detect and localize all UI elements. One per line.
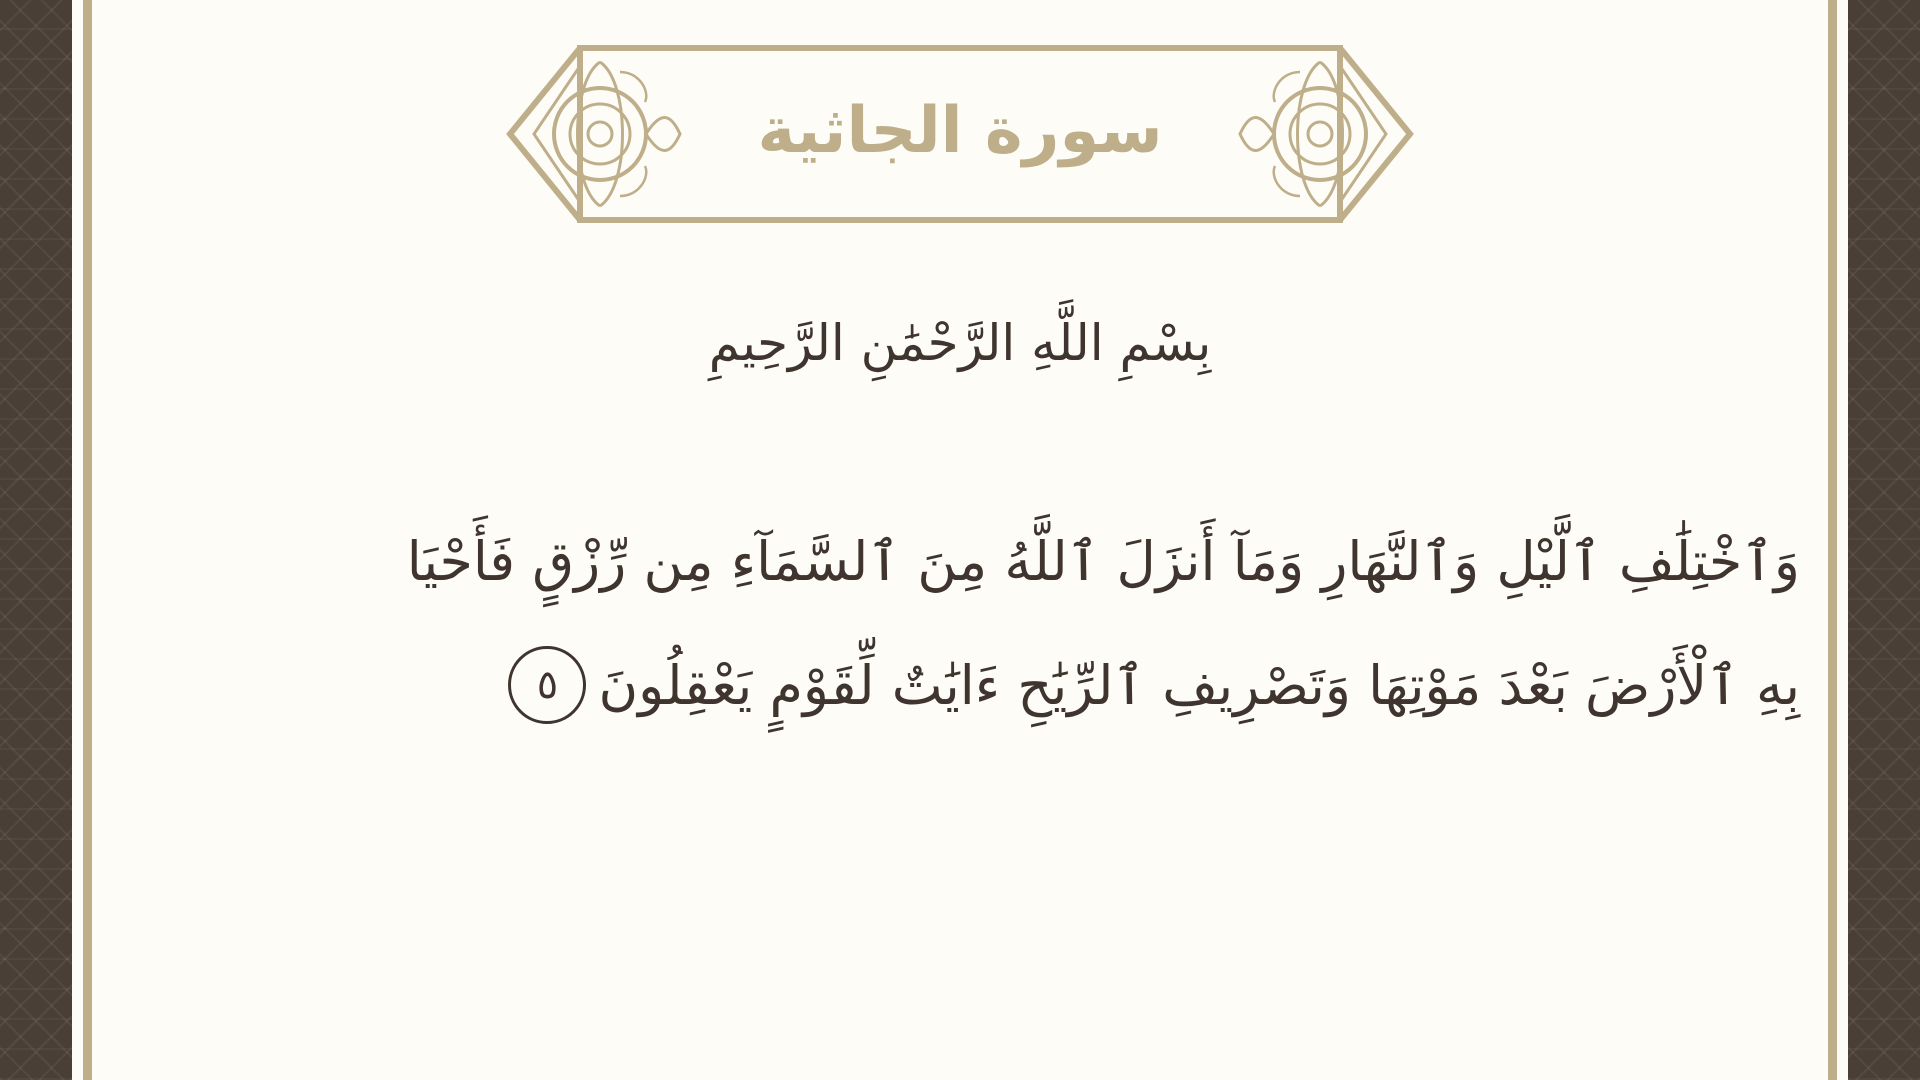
ayah-end-marker-icon: ٥: [508, 646, 586, 724]
verse-line-2-text: بِهِ ٱلْأَرْضَ بَعْدَ مَوْتِهَا وَتَصْرِيفِ ٱلرِّيَٰحِ ءَايَٰتٌ لِّقَوْمٍ يَعْقِلُونَ: [598, 654, 1800, 717]
verse-line-1: وَٱخْتِلَٰفِ ٱلَّيْلِ وَٱلنَّهَارِ وَمَآ أَنزَلَ ٱللَّهُ مِنَ ٱلسَّمَآءِ مِن رِّزْقٍ فَأَحْيَا: [406, 530, 1800, 593]
left-gold-rule: [83, 0, 92, 1080]
right-gold-rule: [1828, 0, 1837, 1080]
left-ornamental-border: [0, 0, 72, 1080]
right-ornamental-border: [1848, 0, 1920, 1080]
basmala: بِسْمِ اللَّهِ الرَّحْمَٰنِ الرَّحِيمِ: [708, 314, 1212, 372]
verse-text: [260, 500, 1800, 748]
surah-header: [500, 42, 1420, 226]
surah-title: سورة الجاثية: [757, 94, 1163, 168]
verse-line-2: [260, 624, 1800, 748]
